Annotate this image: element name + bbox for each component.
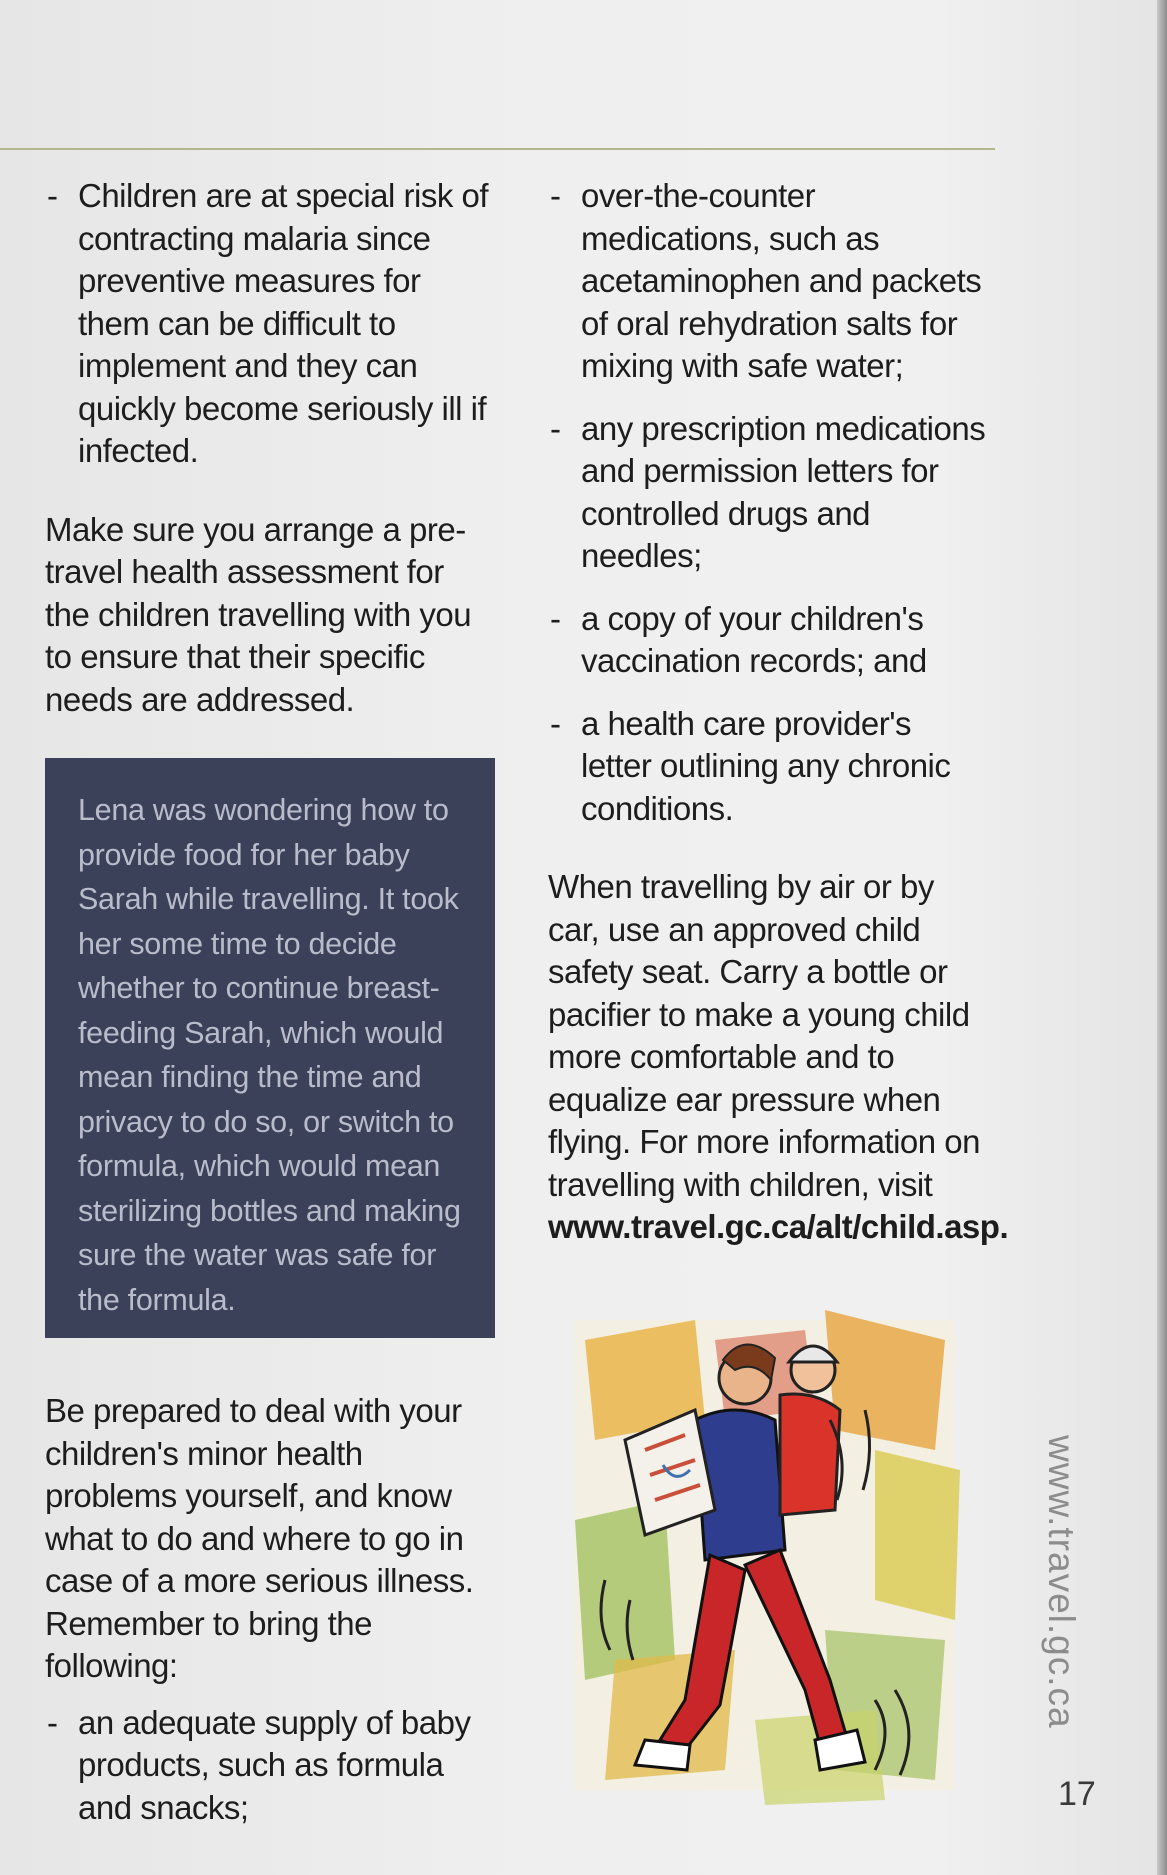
malaria-bullet: [45, 175, 495, 473]
bullet-dash: -: [550, 599, 561, 637]
list-item-baby-products: [45, 1702, 495, 1830]
list-item: [548, 598, 988, 683]
top-rule: [0, 148, 995, 150]
parent-carrying-child-illustration: [575, 1300, 965, 1810]
malaria-bullet-text: Children are at special risk of contracting malaria since preventive measures for them can be difficult to implement and they can quickly become seriously ill if infected.: [78, 177, 489, 469]
list-item-text: a copy of your children's vaccination records; and: [581, 599, 927, 679]
story-text: Lena was wondering how to provide food for her baby Sarah while travelling. It took her some time to decide whether to continue breast-feeding Sarah, which would mean finding the time and privacy to do so, or switch to formula, which would mean sterilizing bottles and making sure the water was safe for the formula.: [78, 793, 461, 1317]
list-item: [548, 175, 988, 388]
bullet-dash: -: [550, 177, 561, 214]
bullet-dash: -: [47, 177, 58, 214]
bullet-dash: -: [550, 704, 561, 742]
left-column-lower: [45, 1390, 495, 1849]
list-item-text: any prescription medications and permission letters for controlled drugs and needles;: [581, 409, 986, 574]
assessment-paragraph: Make sure you arrange a pre-travel health assessment for the children travelling with you to ensure that their specific needs are addressed.: [45, 510, 472, 718]
list-item: [548, 703, 988, 831]
page-number: 17: [1058, 1775, 1096, 1813]
bullet-dash: -: [550, 409, 561, 447]
travel-paragraph: [548, 866, 1009, 1249]
right-column: [548, 175, 1009, 1249]
list-item-text: an adequate supply of baby products, such as formula and snacks;: [78, 1703, 471, 1826]
list-item-text: a health care provider's letter outlining any chronic conditions.: [581, 704, 951, 827]
travel-link[interactable]: www.travel.gc.ca/alt/child.asp.: [548, 1208, 1009, 1245]
prepared-paragraph: Be prepared to deal with your children's minor health problems yourself, and know what to do and where to go in case of a more serious illness. Remember to bring the following:: [45, 1392, 474, 1684]
side-url: www.travel.gc.ca: [1041, 1435, 1082, 1729]
story-callout: [45, 758, 495, 1338]
list-item-text: over-the-counter medications, such as acetaminophen and packets of oral rehydration salts for mixing with safe water;: [581, 177, 982, 384]
bullet-dash: -: [47, 1703, 58, 1741]
page-edge-shadow: [1157, 0, 1167, 1875]
list-item: [548, 408, 988, 578]
left-column: [45, 175, 495, 721]
travel-paragraph-text: When travelling by air or by car, use an approved child safety seat. Carry a bottle or pacifier to make a young child more comfortable and to equalize ear pressure when flying. For more information on travelling with children, visit: [548, 868, 981, 1203]
